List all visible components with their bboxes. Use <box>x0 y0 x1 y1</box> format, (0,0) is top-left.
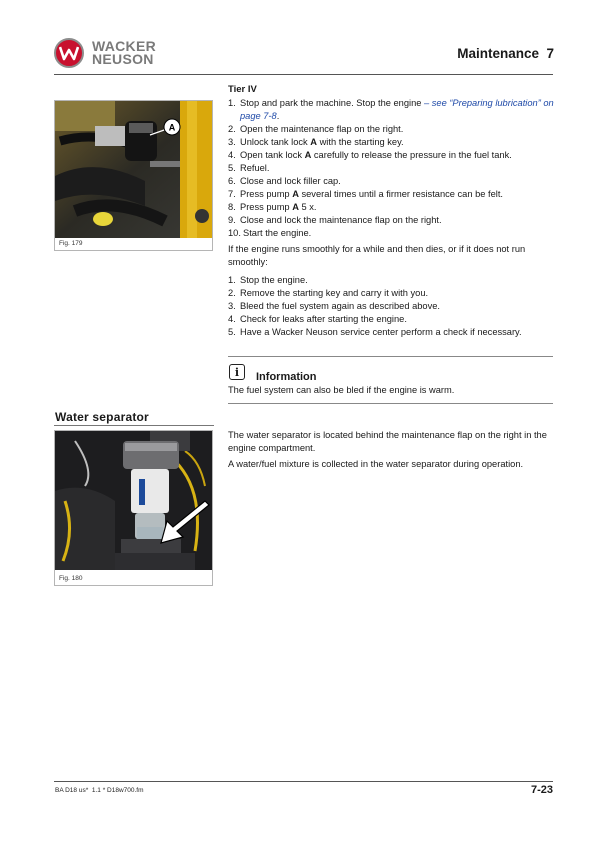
page-number: 7-23 <box>530 784 553 796</box>
step-list <box>228 97 555 240</box>
information-icon: i <box>229 364 245 380</box>
step-text: Unlock tank lock <box>240 137 311 147</box>
section-divider <box>54 425 214 426</box>
step-text: Refuel. <box>240 163 270 173</box>
step-number: 5. <box>228 327 236 337</box>
footer-divider <box>54 781 553 782</box>
step-number: 3. <box>228 301 236 311</box>
list-item <box>228 188 555 201</box>
step-number: 3. <box>228 137 236 147</box>
information-title: Information <box>256 371 317 383</box>
step-text: Open tank lock <box>240 150 305 160</box>
step-number: 5. <box>228 163 236 173</box>
part-reference: A <box>292 202 299 212</box>
wacker-neuson-logo <box>54 38 156 68</box>
step-text: carefully to release the pressure in the fuel tank. <box>311 150 512 160</box>
logo-line2: NEUSON <box>92 51 154 67</box>
step-number: 4. <box>228 150 236 160</box>
part-reference: A <box>292 189 299 199</box>
part-reference: A <box>310 137 317 147</box>
water-separator-p1: The water separator is located behind the maintenance flap on the right in the engine compartment. <box>228 430 547 453</box>
troubleshoot-list <box>228 274 555 339</box>
step-text: Have a Wacker Neuson service center perform a check if necessary. <box>240 327 522 337</box>
callout-a: A <box>168 122 176 133</box>
step-number: 8. <box>228 202 236 212</box>
step-number: 1. <box>228 98 236 108</box>
engine-issue-paragraph: If the engine runs smoothly for a while and then dies, or if it does not run smoothly: <box>228 244 526 267</box>
list-item <box>228 175 555 188</box>
document-reference: BA D18 us* 1.1 * D18w700.fm <box>55 787 144 794</box>
step-text: Bleed the fuel system again as described above. <box>240 301 441 311</box>
step-number: 6. <box>228 176 236 186</box>
step-text: Stop and park the machine. Stop the engine <box>240 98 424 108</box>
list-item <box>228 326 555 339</box>
list-item <box>228 227 555 240</box>
info-top-rule <box>228 356 553 357</box>
tier-heading: Tier IV <box>228 84 257 95</box>
step-text: with the starting key. <box>317 137 404 147</box>
step-text: Start the engine. <box>243 228 312 238</box>
list-item <box>228 201 555 214</box>
logo-mark-icon <box>54 38 84 68</box>
step-number: 10. <box>228 228 241 238</box>
header-divider <box>54 74 553 75</box>
list-item <box>228 214 555 227</box>
step-text: 5 x. <box>298 202 317 212</box>
information-text: The fuel system can also be bled if the engine is warm. <box>228 385 455 395</box>
page-header <box>54 38 554 76</box>
figure-180 <box>54 430 213 586</box>
part-reference: A <box>304 150 312 160</box>
step-text: Stop the engine. <box>240 275 308 285</box>
step-text: Close and lock filler cap. <box>240 176 341 186</box>
list-item <box>228 123 555 136</box>
tier-steps <box>228 97 555 339</box>
step-text: Close and lock the maintenance flap on the right. <box>240 215 442 225</box>
list-item <box>228 287 555 300</box>
figure-label: Fig. 179 <box>59 240 83 247</box>
list-item <box>228 136 555 149</box>
step-text: Remove the starting key and carry it with you. <box>240 288 429 298</box>
step-number: 4. <box>228 314 236 324</box>
step-text: Press pump <box>240 202 293 212</box>
info-bottom-rule <box>228 403 553 404</box>
step-text: several times until a firmer resistance can be felt. <box>298 189 504 199</box>
list-item <box>228 97 555 123</box>
chapter-title: Maintenance 7 <box>457 46 554 61</box>
step-text: Check for leaks after starting the engine. <box>240 314 407 324</box>
figure-label: Fig. 180 <box>59 575 83 582</box>
list-item <box>228 313 555 326</box>
list-item <box>228 274 555 287</box>
step-number: 1. <box>228 275 236 285</box>
list-item <box>228 300 555 313</box>
step-text: Open the maintenance flap on the right. <box>240 124 404 134</box>
fuel-pump-photo <box>55 101 212 238</box>
water-separator-photo <box>55 431 212 570</box>
figure-179 <box>54 100 213 251</box>
step-text: Press pump <box>240 189 293 199</box>
step-number: 7. <box>228 189 236 199</box>
step-text: . <box>276 111 280 121</box>
list-item <box>228 149 555 162</box>
step-number: 2. <box>228 288 236 298</box>
step-number: 2. <box>228 124 236 134</box>
step-number: 9. <box>228 215 236 225</box>
list-item <box>228 162 555 175</box>
section-title: Water separator <box>55 410 149 424</box>
logo-line1: WACKER <box>92 38 157 54</box>
water-separator-p2: A water/fuel mixture is collected in the water separator during operation. <box>228 459 524 469</box>
cross-reference-link[interactable]: – see “Preparing lubrication” on page 7-8 <box>240 98 554 121</box>
water-separator-text <box>228 429 555 471</box>
